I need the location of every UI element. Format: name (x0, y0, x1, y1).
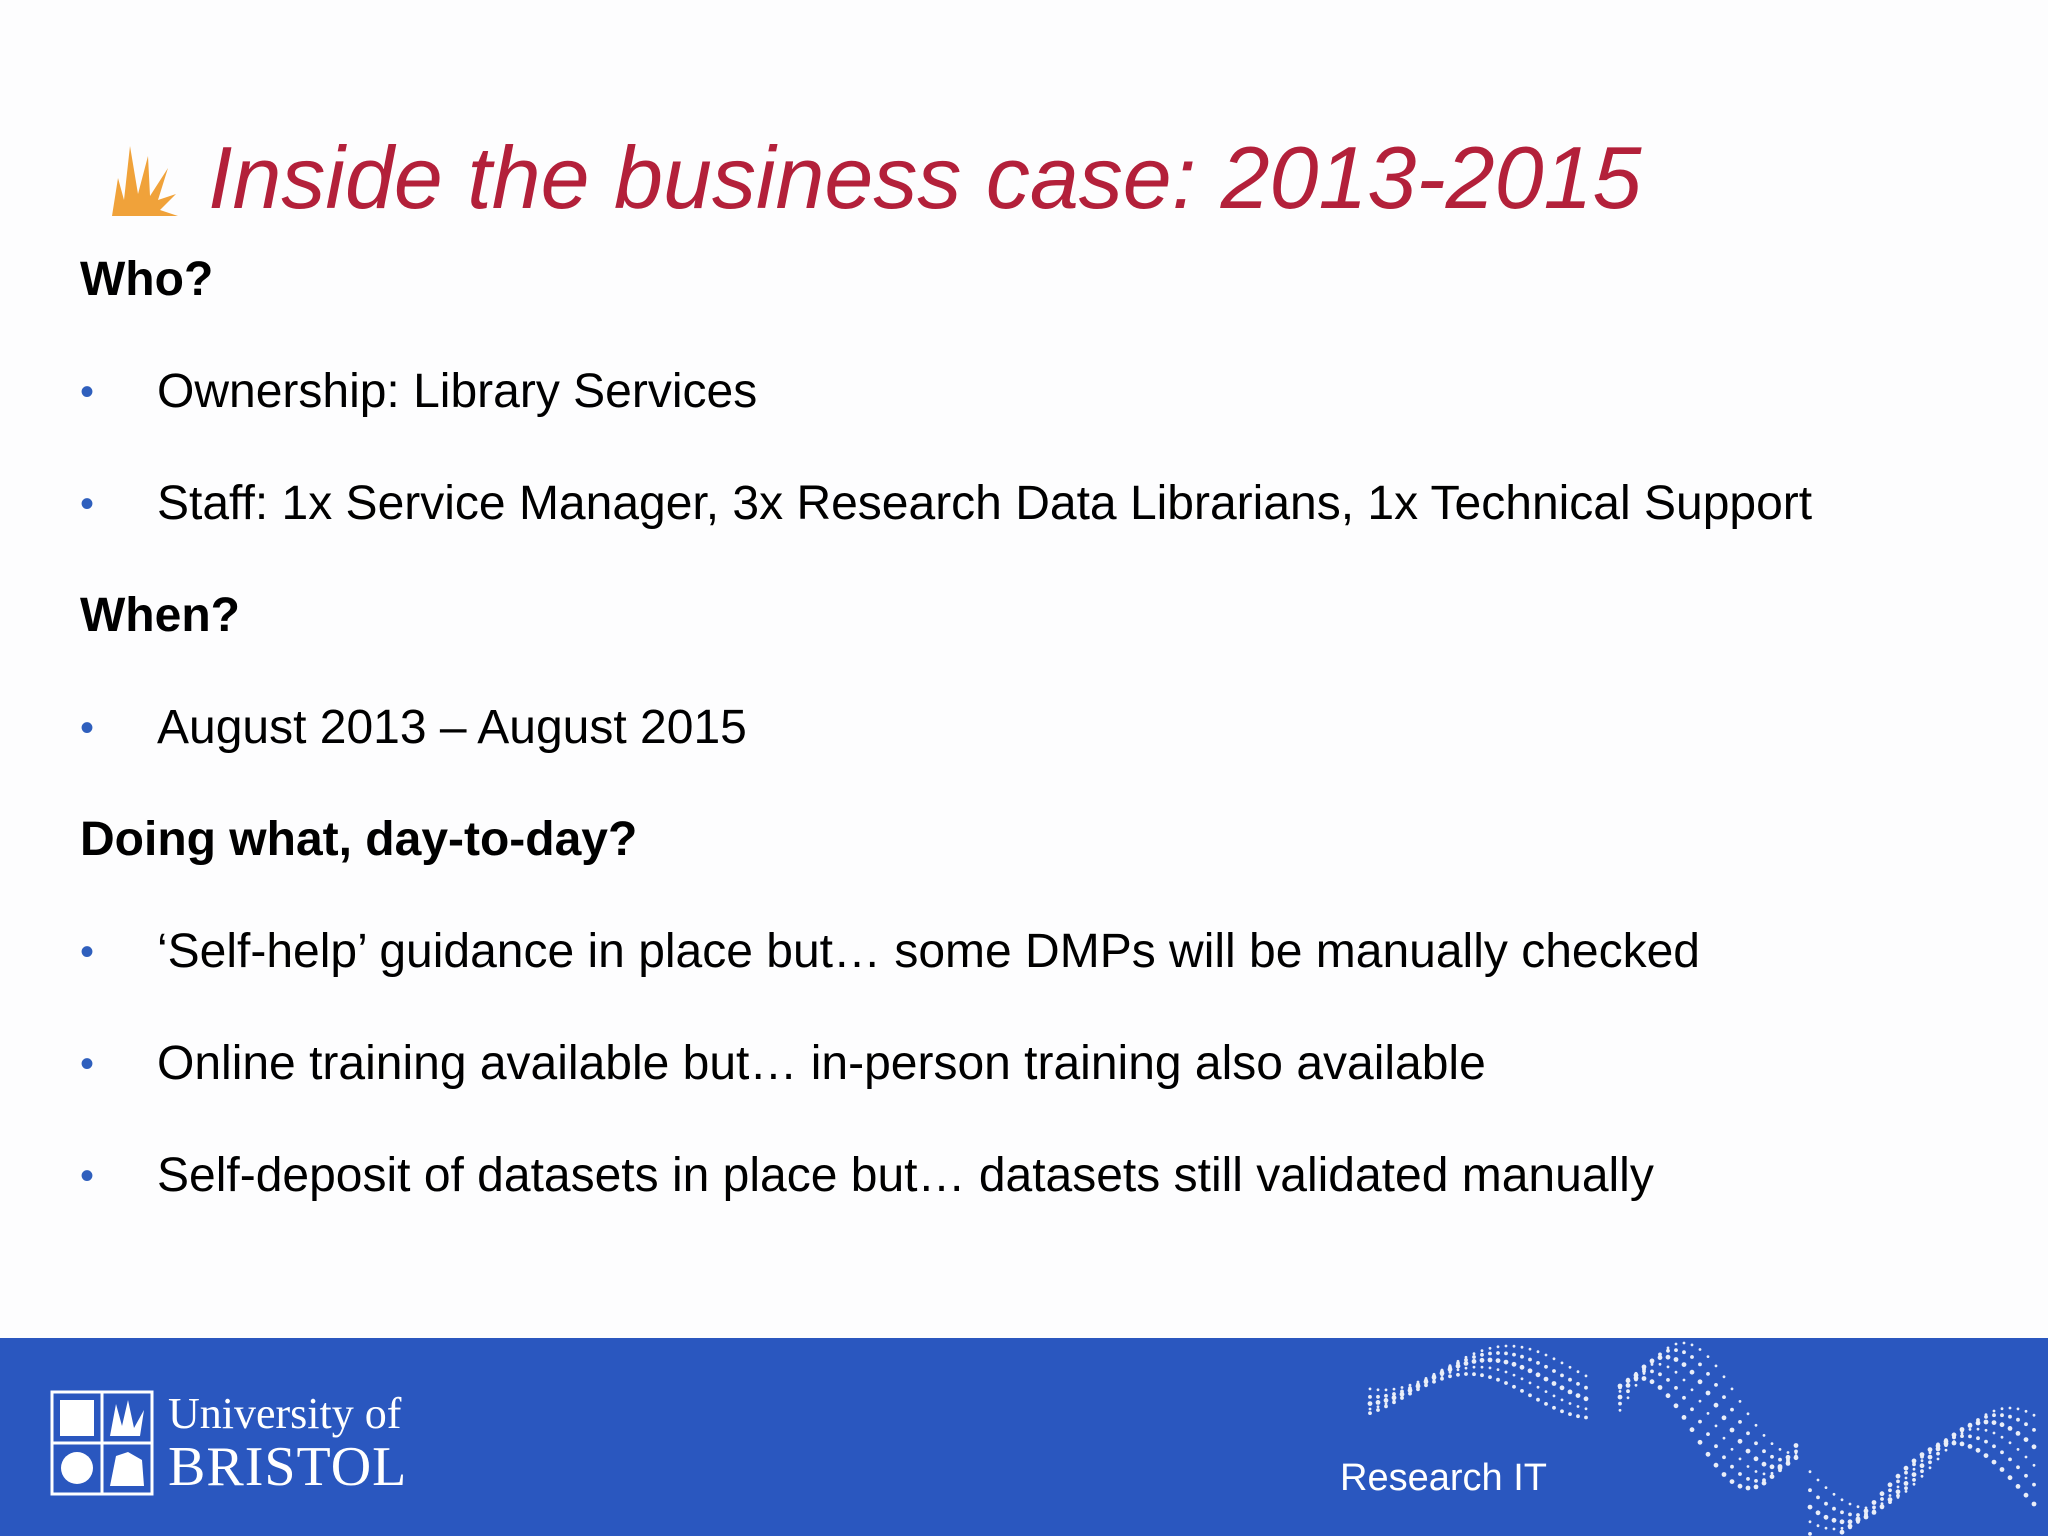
bullet-dot: • (80, 370, 95, 414)
bullet-text: ‘Self-help’ guidance in place but… some DMPs will be manually checked (157, 925, 1700, 978)
bullet-dot: • (80, 930, 95, 974)
bullet-item (80, 924, 2010, 980)
sunburst-icon (108, 138, 178, 218)
logo-wordmark (168, 1390, 407, 1496)
bullet-text: August 2013 – August 2015 (157, 701, 747, 754)
bullet-text: Online training available but… in-person training also available (157, 1037, 1486, 1090)
section-heading-doing-what: Doing what, day-to-day? (80, 813, 638, 866)
footer-label: Research IT (1340, 1457, 1547, 1499)
slide-content (80, 252, 2010, 1204)
section-heading-who: Who? (80, 253, 214, 306)
bullet-text: Self-deposit of datasets in place but… datasets still validated manually (157, 1149, 1654, 1202)
dot-wave-decoration (1340, 1338, 2048, 1536)
bullet-item (80, 476, 2010, 532)
logo-line1: University of (168, 1389, 402, 1438)
bullet-dot: • (80, 706, 95, 750)
bullet-text: Ownership: Library Services (157, 365, 758, 418)
bullet-item (80, 364, 2010, 420)
section-heading-when: When? (80, 589, 240, 642)
title-row (108, 118, 1641, 238)
bullet-list-when (80, 700, 2010, 756)
university-logo (50, 1390, 407, 1496)
bullet-dot: • (80, 1042, 95, 1086)
bullet-list-who (80, 364, 2010, 532)
bullet-dot: • (80, 1154, 95, 1198)
bullet-dot: • (80, 482, 95, 526)
crest-icon (50, 1390, 154, 1496)
bullet-text: Staff: 1x Service Manager, 3x Research Data Librarians, 1x Technical Support (157, 477, 1813, 530)
bullet-item (80, 700, 2010, 756)
bullet-list-doing-what (80, 924, 2010, 1204)
bullet-item (80, 1036, 2010, 1092)
logo-line2: BRISTOL (168, 1436, 408, 1498)
footer-bar (0, 1338, 2048, 1536)
bullet-item (80, 1148, 2010, 1204)
slide-title: Inside the business case: 2013-2015 (208, 128, 1642, 227)
